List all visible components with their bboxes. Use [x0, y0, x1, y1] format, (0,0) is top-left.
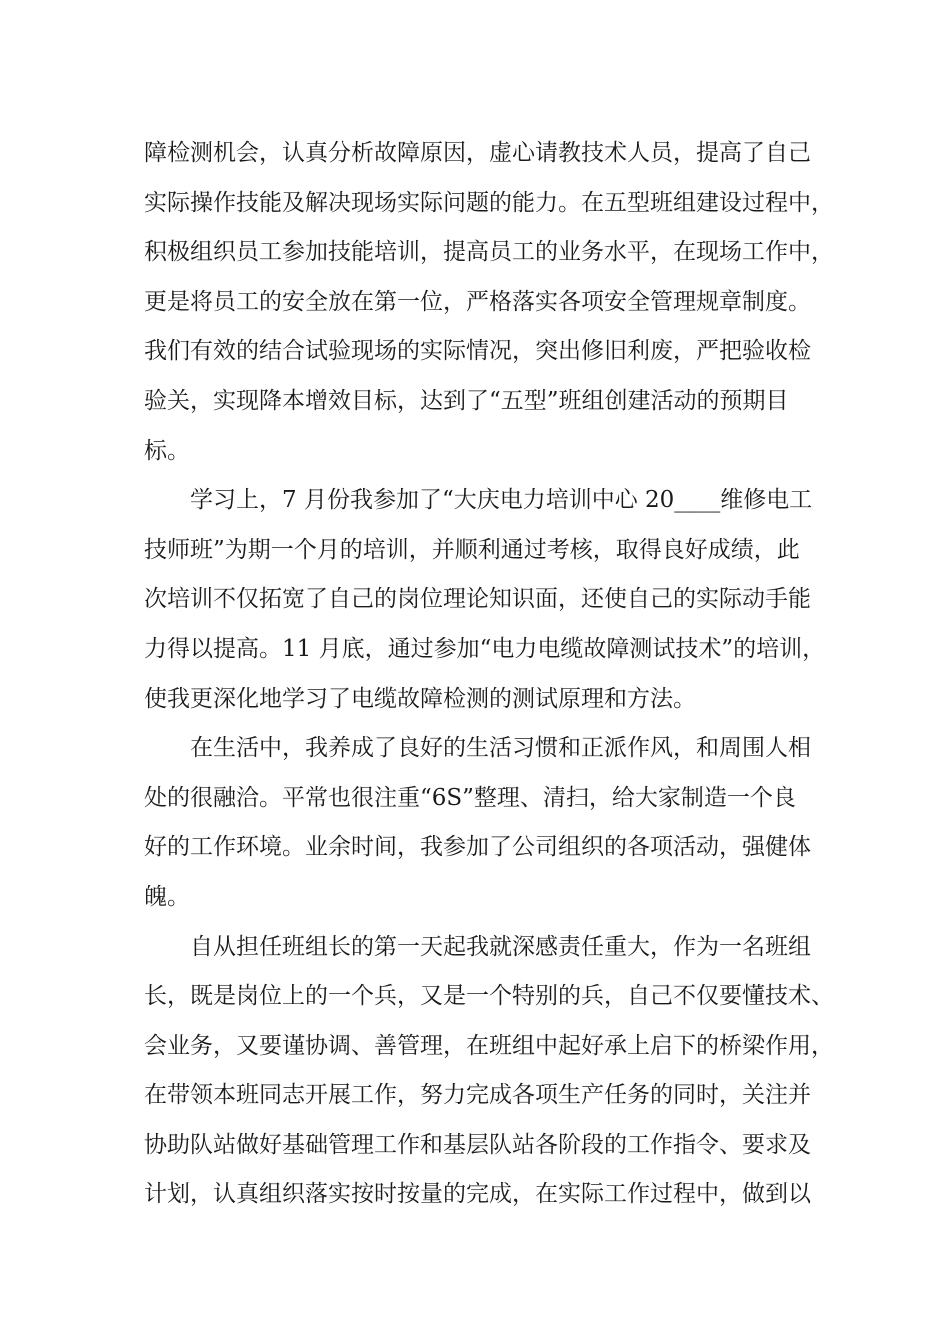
- paragraph: [144, 129, 834, 476]
- text-line: 学习上，7 月份我参加了“大庆电力培训中心 20____维修电工: [190, 487, 813, 514]
- text-line: 使我更深化地学习了电缆故障检测的测试原理和方法。: [144, 685, 696, 712]
- document-body: [144, 129, 834, 1220]
- text-line: 验关，实现降本增效目标，达到了“五型”班组创建活动的预期目: [144, 387, 789, 414]
- paragraph: [144, 923, 834, 1221]
- text-line: 实际操作技能及解决现场实际问题的能力。在五型班组建设过程中，: [144, 189, 834, 216]
- text-line: 更是将员工的安全放在第一位，严格落实各项安全管理规章制度。: [144, 288, 811, 315]
- paragraph: [144, 476, 824, 724]
- text-line: 处的很融洽。平常也很注重“6S”整理、清扫，给大家制造一个良: [144, 784, 796, 811]
- text-line: 魄。: [144, 883, 190, 910]
- text-line: 在带领本班同志开展工作，努力完成各项生产任务的同时，关注并: [144, 1082, 811, 1109]
- text-line: 会业务，又要谨协调、善管理，在班组中起好承上启下的桥梁作用，: [144, 1032, 834, 1059]
- text-line: 力得以提高。11 月底，通过参加“电力电缆故障测试技术”的培训，: [144, 635, 826, 662]
- text-line: 好的工作环境。业余时间，我参加了公司组织的各项活动，强健体: [144, 834, 811, 861]
- text-line: 标。: [144, 437, 190, 464]
- text-line: 技师班”为期一个月的培训，并顺利通过考核，取得良好成绩，此: [144, 536, 800, 563]
- text-line: 自从担任班组长的第一天起我就深感责任重大，作为一名班组: [190, 933, 811, 960]
- text-line: 在生活中，我养成了良好的生活习惯和正派作风，和周围人相: [190, 735, 811, 762]
- text-line: 长，既是岗位上的一个兵，又是一个特别的兵，自己不仅要懂技术、: [144, 983, 834, 1010]
- text-line: 积极组织员工参加技能培训，提高员工的业务水平，在现场工作中，: [144, 239, 834, 266]
- paragraph: [144, 724, 824, 922]
- text-line: 次培训不仅拓宽了自己的岗位理论知识面，还使自己的实际动手能: [144, 586, 811, 613]
- text-line: 计划，认真组织落实按时按量的完成，在实际工作过程中，做到以: [144, 1181, 811, 1208]
- text-line: 协助队站做好基础管理工作和基层队站各阶段的工作指令、要求及: [144, 1131, 811, 1158]
- text-line: 我们有效的结合试验现场的实际情况，突出修旧利废，严把验收检: [144, 338, 811, 365]
- text-line: 障检测机会，认真分析故障原因，虚心请教技术人员，提高了自己: [144, 140, 811, 166]
